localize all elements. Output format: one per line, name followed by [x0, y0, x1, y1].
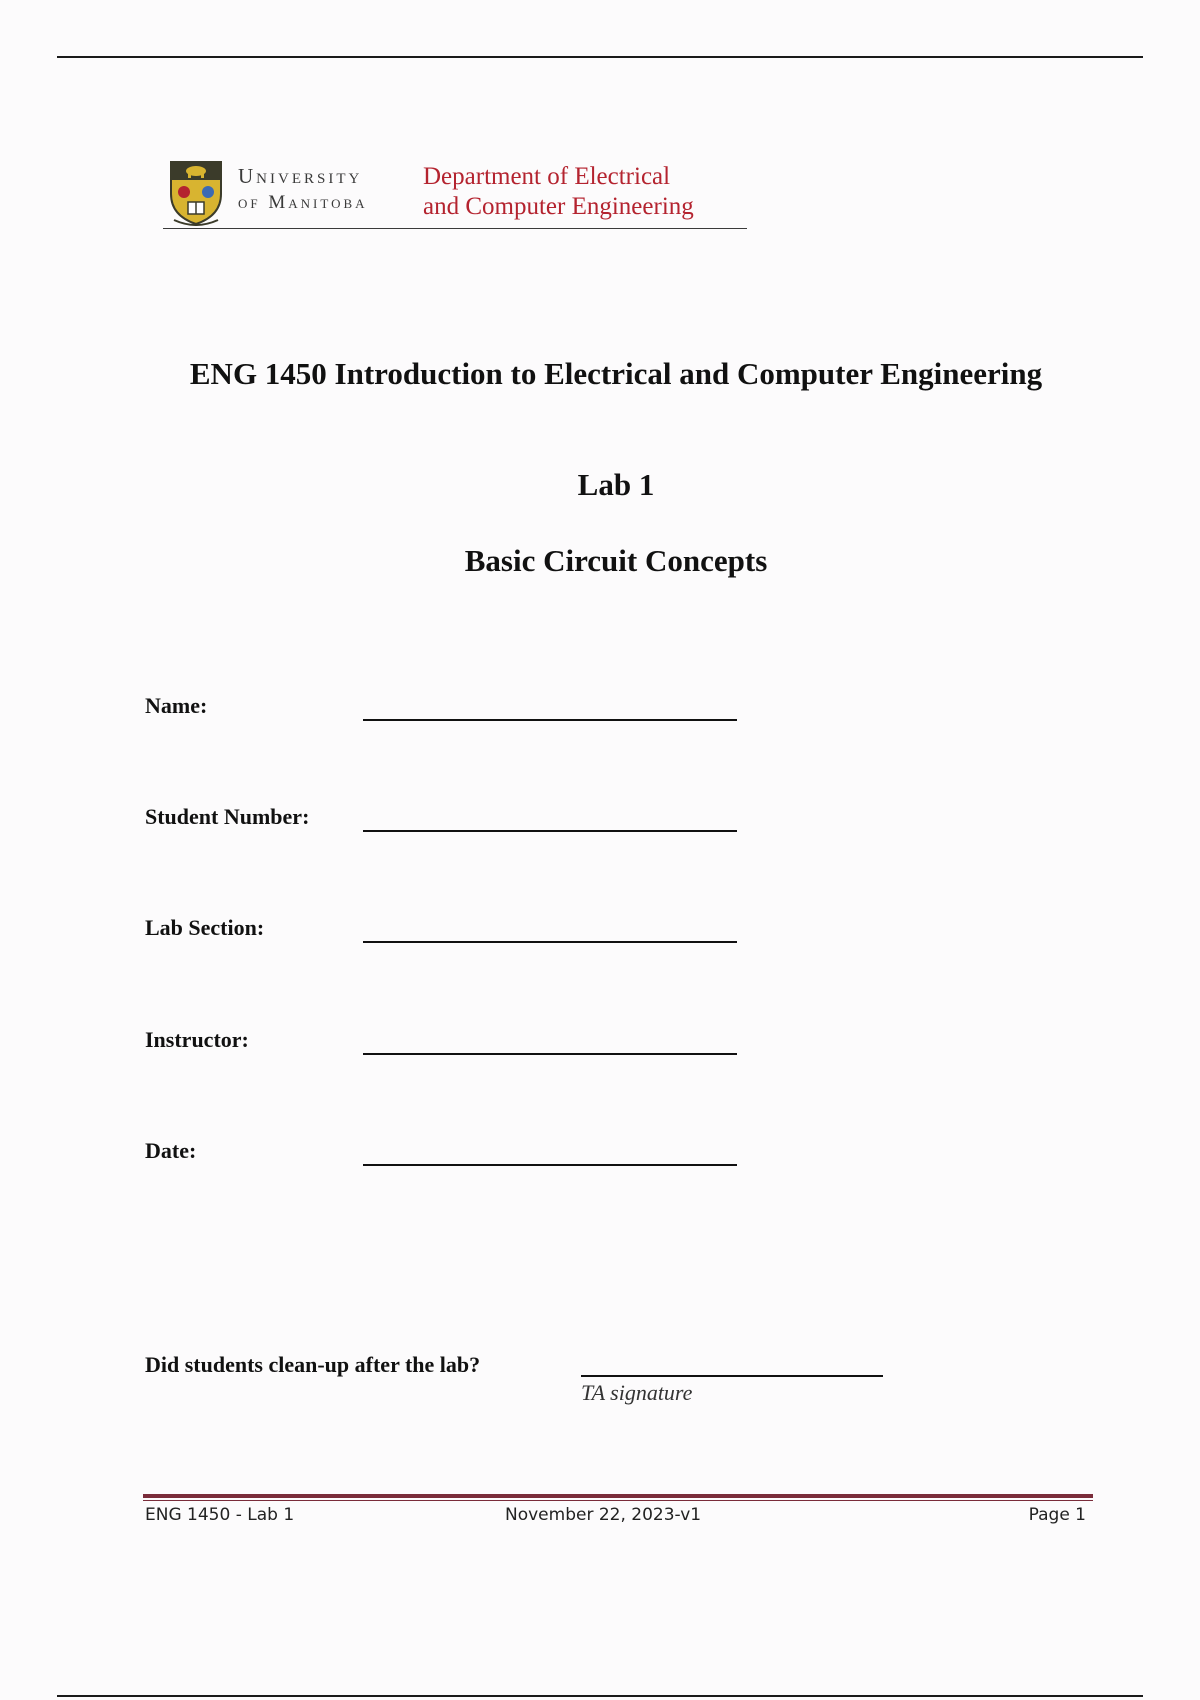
- department-name: [423, 162, 694, 222]
- instructor-field-label: Instructor:: [145, 1027, 249, 1052]
- student-number-input-line[interactable]: [363, 830, 737, 832]
- lab-section-field: [145, 915, 745, 955]
- footer-date: November 22, 2023-v1: [505, 1505, 702, 1525]
- department-name-line1: Department of Electrical: [423, 163, 671, 190]
- date-field-label: Date:: [145, 1138, 197, 1163]
- lab-section-field-label: Lab Section:: [145, 915, 265, 940]
- logo-underline: [163, 228, 747, 229]
- department-name-line2: and Computer Engineering: [423, 193, 694, 220]
- university-name-line2: of Manitoba: [238, 192, 368, 213]
- footer-page-number: Page 1: [1028, 1505, 1086, 1525]
- university-name: [238, 166, 368, 212]
- cleanup-question: Did students clean-up after the lab?: [145, 1352, 481, 1377]
- footer-rule-thin: [143, 1500, 1093, 1501]
- course-title: ENG 1450 Introduction to Electrical and Computer Engineering: [189, 356, 1043, 391]
- lab-subtitle: Basic Circuit Concepts: [464, 543, 768, 578]
- page-top-rule: [57, 56, 1143, 58]
- date-field: [145, 1138, 745, 1178]
- ta-signature-line[interactable]: [581, 1375, 883, 1377]
- student-number-field: [145, 804, 745, 844]
- lab-title: Lab 1: [577, 467, 655, 502]
- ta-signature-caption: TA signature: [581, 1380, 693, 1405]
- lab-section-input-line[interactable]: [363, 941, 737, 943]
- university-crest-icon: [168, 160, 224, 226]
- instructor-field: [145, 1027, 745, 1067]
- university-name-line1: University: [238, 164, 363, 188]
- student-number-field-label: Student Number:: [145, 804, 310, 829]
- header-logo: [163, 158, 747, 230]
- page-bottom-rule: [57, 1695, 1143, 1697]
- name-input-line[interactable]: [363, 719, 737, 721]
- name-field-label: Name:: [145, 693, 208, 718]
- date-input-line[interactable]: [363, 1164, 737, 1166]
- footer-rule: [143, 1494, 1093, 1498]
- name-field: [145, 693, 745, 733]
- instructor-input-line[interactable]: [363, 1053, 737, 1055]
- footer-course-label: ENG 1450 - Lab 1: [145, 1505, 295, 1525]
